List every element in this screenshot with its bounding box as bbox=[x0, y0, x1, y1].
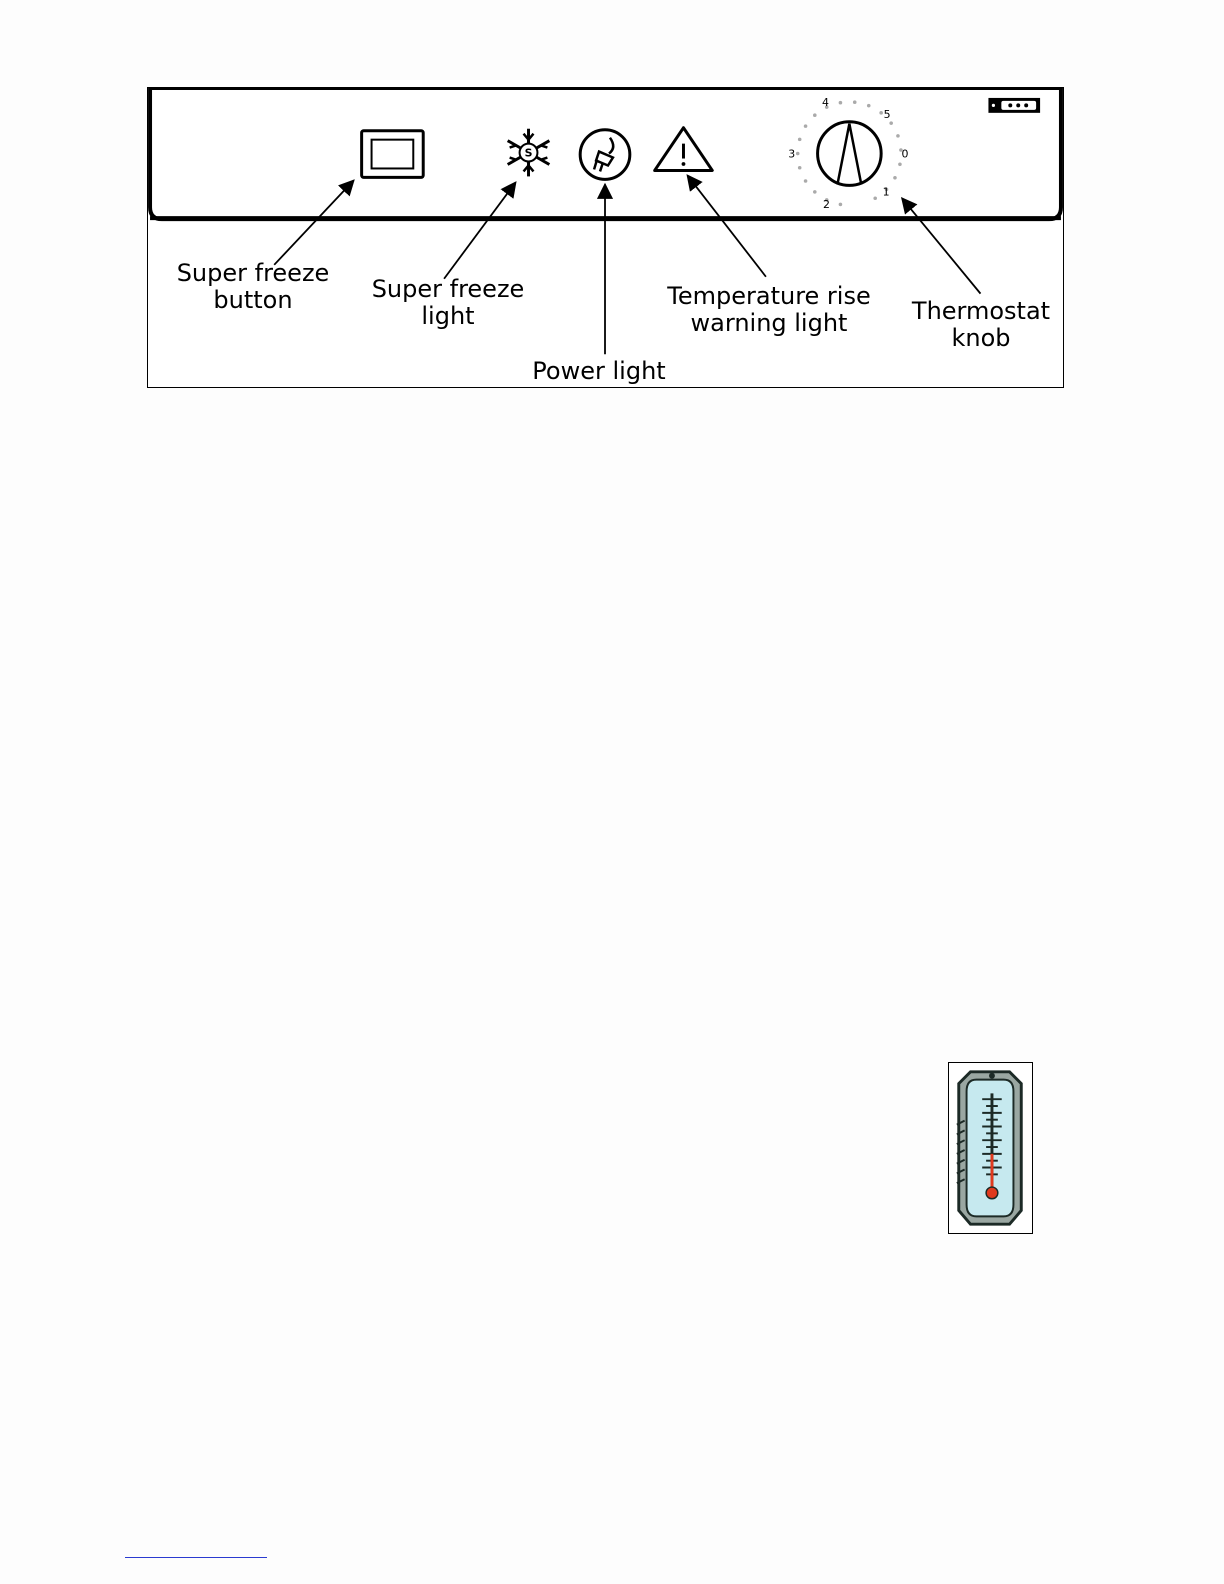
dial-tick-dot bbox=[804, 179, 808, 183]
thermometer-drawing bbox=[949, 1063, 1032, 1233]
dial-tick-dot bbox=[798, 138, 802, 142]
dial-tick-dot bbox=[813, 113, 817, 117]
label-super-freeze-button bbox=[177, 260, 330, 314]
dial-number: 2 bbox=[823, 198, 830, 212]
dial-number: 1 bbox=[882, 185, 890, 199]
dial-tick-dot bbox=[896, 134, 900, 138]
label-power-light bbox=[532, 358, 665, 385]
dial-number: 0 bbox=[901, 147, 909, 161]
label-line: Thermostat bbox=[911, 297, 1051, 325]
label-line: Power light bbox=[532, 357, 666, 385]
dial-tick-dot bbox=[839, 101, 843, 105]
dial-tick-dot bbox=[898, 163, 902, 167]
dial-tick-dot bbox=[798, 166, 802, 170]
dial-tick-dot bbox=[813, 190, 817, 194]
indicator-pill-icon bbox=[988, 98, 1040, 113]
dial-tick-dot bbox=[867, 104, 871, 108]
dial-tick-dot bbox=[873, 196, 877, 200]
footnote-rule bbox=[125, 1557, 267, 1558]
label-line: light bbox=[421, 302, 475, 330]
snowflake-letter: S bbox=[524, 146, 533, 160]
label-temperature-warning bbox=[667, 283, 870, 337]
label-line: Super freeze bbox=[371, 275, 525, 303]
dial-tick-dot bbox=[893, 176, 897, 180]
dial-tick-dot bbox=[796, 152, 800, 156]
plug-icon bbox=[580, 130, 630, 180]
thermostat-knob-icon bbox=[818, 122, 882, 186]
dial-tick-dot bbox=[889, 121, 893, 125]
control-panel-diagram bbox=[147, 87, 1064, 388]
dial-tick-dot bbox=[839, 203, 843, 207]
dial-tick-dot bbox=[804, 124, 808, 128]
dial-tick-dot bbox=[853, 100, 857, 104]
label-line: knob bbox=[951, 324, 1011, 352]
thermometer-icon bbox=[948, 1062, 1033, 1234]
dial-number: 3 bbox=[788, 147, 796, 161]
dial-number: 5 bbox=[883, 107, 891, 121]
label-line: button bbox=[213, 286, 293, 314]
label-line: warning light bbox=[690, 309, 848, 337]
label-line: Super freeze bbox=[176, 259, 330, 287]
dial-number: 4 bbox=[822, 95, 830, 109]
label-line: Temperature rise bbox=[667, 282, 871, 310]
super-freeze-button-icon bbox=[362, 131, 424, 178]
label-thermostat-knob bbox=[912, 298, 1050, 352]
dial-tick-dot bbox=[879, 111, 883, 115]
label-super-freeze-light bbox=[372, 276, 525, 330]
